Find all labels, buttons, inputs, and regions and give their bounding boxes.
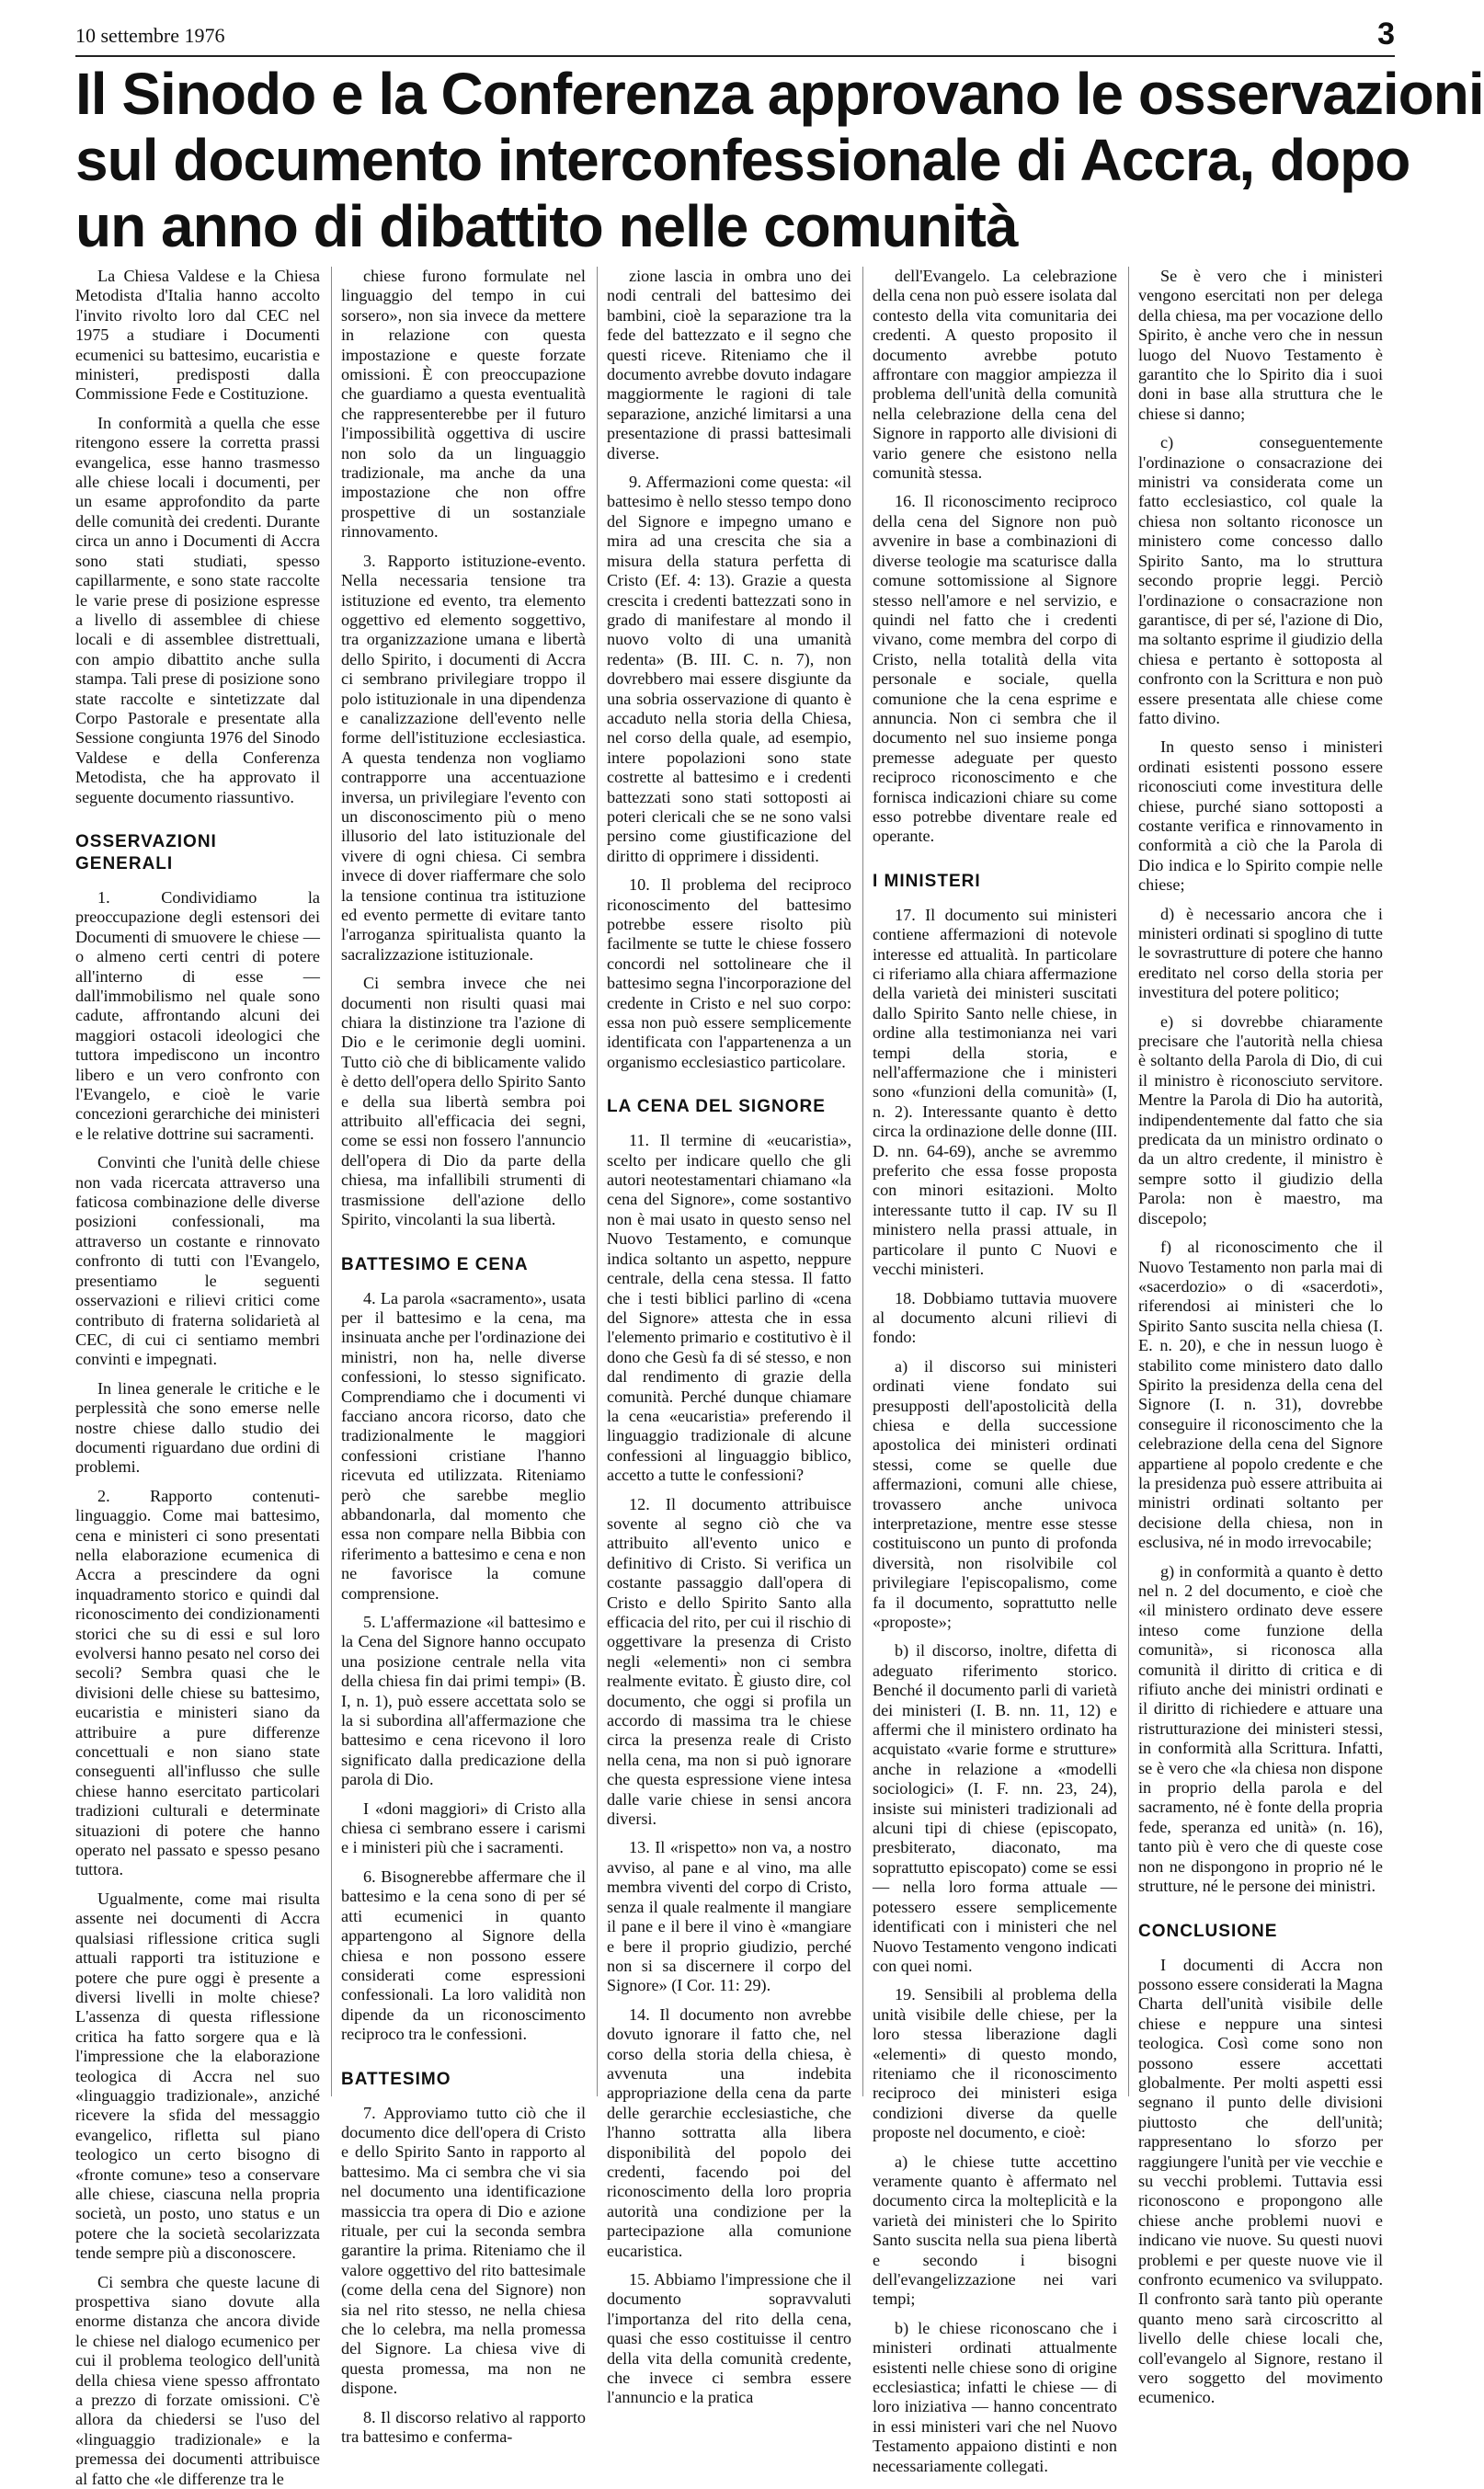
paragraph: 14. Il documento non avrebbe dovuto ignorare il fatto che, nel corso della storia della chiesa, è avvenuta una indebita appropriazione della cena da parte delle gerarchie ecclesiastiche, che l'hanno sottratta alla libera disponibilità del popolo dei credenti, facendo poi del riconoscimento della loro propria autorità una condizione per la partecipazione alla comunione eucaristica. bbox=[607, 2004, 851, 2260]
paragraph: 11. Il termine di «eucaristia», scelto per indicare quello che gli autori neotestamentari chiamano «la cena del Signore», come sostantivo non è mai usato in questo senso nel Nuovo Testamento, e comunque indica soltanto un aspetto, neppure centrale, della cena stessa. Il fatto che i testi biblici parlino di «cena del Signore» attesta che in essa l'elemento primario e costitutivo è il dono che Gesù fa di sé stesso, e non dal rendimento di grazie della comunità. Perché dunque chiamare la cena «eucaristia» preferendo il linguaggio tradizionale di alcune confessioni al linguaggio biblico, accetto a tutte le confessioni? bbox=[607, 1131, 851, 1485]
paragraph: f) al riconoscimento che il Nuovo Testamento non parla mai di «sacerdozio» o di «sacerdoti», riferendosi ai ministeri che lo Spirito Santo suscita nella chiesa (I. E. n. 20), e che in nessun luogo è stabilito come ministero dato dallo Spirito la presidenza della cena del Signore (I. n. 31), dovrebbe conseguire il riconoscimento che la celebrazione della cena del Signore appartiene al popolo credente e che la presidenza può essere attribuita ai ministri ordinati soltanto per decisione della chiesa, non in esclusiva, né in modo irrevocabile; bbox=[1138, 1238, 1383, 1552]
column-1 bbox=[75, 267, 320, 2488]
paragraph: 3. Rapporto istituzione-evento. Nella necessaria tensione tra istituzione ed evento, tra elemento oggettivo ed elemento soggettivo, tra organizzazione umana e libertà dello Spirito, i documenti di Accra ci sembrano privilegiare troppo il polo istituzionale in una dipendenza e canalizzazione dell'evento nelle forme dell'istituzione ecclesiastica. A questa tendenza non vogliamo contrapporre una accentuazione inversa, un privilegiare l'evento con un disconoscimento più o meno illusorio del lato istituzionale del vivere di ogni chiesa. Ci sembra invece di dover riaffermare che solo la tensione continua tra istituzione ed evento permette di evitare tanto l'arroganza spiritualista quanto la sacralizzazione istituzionale. bbox=[341, 551, 586, 964]
page-number: 3 bbox=[1377, 17, 1395, 51]
paragraph: zione lascia in ombra uno dei nodi centrali del battesimo dei bambini, cioè la separazione tra la fede del battezzato e il segno che questi riceve. Riteniamo che il documento avrebbe dovuto indagare maggiormente le ragioni di tale separazione, anziché limitarsi a una presentazione di prassi battesimali diverse. bbox=[607, 267, 851, 462]
paragraph: 15. Abbiamo l'impressione che il documento sopravvaluti l'importanza del rito della cena, quasi che esso costituisse il centro della vita della comunità credente, che invece ci sembra essere l'annuncio e la pratica bbox=[607, 2270, 851, 2407]
paragraph: Se è vero che i ministeri vengono esercitati non per delega della chiesa, ma per vocazione dello Spirito, è anche vero che in nessun luogo del Nuovo Testamento è garantito che lo Spirito dia i suoi doni in base alla struttura che le chiese si danno; bbox=[1138, 267, 1383, 423]
page-header bbox=[75, 18, 1395, 57]
column-2 bbox=[341, 267, 586, 2447]
paragraph: b) le chiese riconoscano che i ministeri ordinati attualmente esistenti nelle chiese sono di origine ecclesiastica; infatti le chiese — di loro iniziativa — hanno concentrato in essi ministeri vari che nel Nuovo Testamento appaiono distinti e non necessariamente collegati. bbox=[873, 2318, 1117, 2475]
paragraph: In questo senso i ministeri ordinati esistenti possono essere riconosciuti come investitura delle chiese, purché siano sottoposti a costante verifica e rinnovamento in conformità a ciò che la Parola di Dio indica e lo Spirito compie nelle chiese; bbox=[1138, 737, 1383, 895]
section-heading: CONCLUSIONE bbox=[1138, 1921, 1278, 1941]
paragraph: 19. Sensibili al problema della unità visibile delle chiese, per la loro stessa liberazione dagli «elementi» di questo mondo, riteniamo che il riconoscimento reciproco dei ministeri esiga condizioni diverse da quelle proposte nel documento, e cioè: bbox=[873, 1985, 1117, 2142]
paragraph: dell'Evangelo. La celebrazione della cena non può essere isolata dal contesto della vita comunitaria dei credenti. A questo proposito il documento avrebbe potuto affrontare con maggior ampiezza il problema dell'unità della comunità nella celebrazione della cena del Signore in rapporto alle divisioni di vario genere che esistono nella comunità stessa. bbox=[873, 267, 1117, 483]
paragraph: 1. Condividiamo la preoccupazione degli estensori dei Documenti di smuovere le chiese — o almeno certi centri di potere all'interno di esse — dall'immobilismo nel quale sono cadute, affrontando alcuni dei maggiori ostacoli ideologici che tuttora impediscono un incontro libero e un vero confronto con l'Evangelo, e cioè le varie concezioni gerarchiche dei ministeri e le relative dottrine sui sacramenti. bbox=[75, 887, 320, 1143]
paragraph: g) in conformità a quanto è detto nel n. 2 del documento, e cioè che «il ministero ordinato deve essere inteso come funzione della comunità», si riconosca alla comunità il diritto di critica e di rifiuto anche dei ministri ordinati e il diritto di richiedere e attuare una ristrutturazione dei ministeri stessi, in conformità alla Scrittura. Infatti, se è vero che «la chiesa non dispone in proprio della parola e del sacramento, né è fonte della propria fede, speranza ed unità» (n. 16), tanto più è vero che di queste cose non ne dispongono in proprio né le strutture, né le persone dei ministri. bbox=[1138, 1561, 1383, 1896]
paragraph: I documenti di Accra non possono essere considerati la Magna Charta dell'unità visibile delle chiese e neppure una sintesi teologica. Così come sono non possono essere accettati globalmente. Per molti aspetti essi segnano il punto delle divisioni piuttosto che dell'unità; rappresentano lo sforzo per raggiungere l'unità per vie vecchie e su vecchi problemi. Tuttavia essi riconoscono e propongono alle chiese anche problemi nuovi e indicano vie nuove. Su questi nuovi problemi e per queste nuove vie il confronto ecumenico va sviluppato. Il confronto sarà tanto più operante quanto meno sarà circoscritto al livello delle chiese locali che, coll'evangelo al Signore, restano il vero soggetto del movimento ecumenico. bbox=[1138, 1955, 1383, 2407]
paragraph: 16. Il riconoscimento reciproco della cena del Signore non può avvenire in base a combinazioni di diverse teologie ma scaturisce dalla comune sottomissione al Signore stesso nell'amore e nel servizio, e quindi nel fatto che i credenti vivano, come membra del corpo di Cristo, nella totalità della vita personale e sociale, quella comunione che la cena esprime e annuncia. Non ci sembra che il documento nel suo insieme ponga premesse adeguate per questo reciproco riconoscimento e che fornisca indicazioni chiare su come esso potrebbe diventare reale ed operante. bbox=[873, 492, 1117, 846]
column-5 bbox=[1138, 267, 1383, 2407]
paragraph: c) conseguentemente l'ordinazione o consacrazione dei ministri va considerata come un fatto ecclesiastico, col quale la chiesa non soltanto riconosce un ministero come concesso dallo Spirito Santo, ma lo struttura secondo proprie leggi. Perciò l'ordinazione o consacrazione non garantisce, di per sé, l'azione di Dio, ma soltanto esprime il giudizio della chiesa e pertanto è sottoposta al confronto con la Scrittura e non può essere presentata alle chiese come fatto divino. bbox=[1138, 433, 1383, 727]
section-heading: I MINISTERI bbox=[873, 871, 981, 891]
paragraph: 17. Il documento sui ministeri contiene affermazioni di notevole interesse ed attualità. In particolare ci riferiamo alla chiara affermazione della varietà dei ministeri suscitati dallo Spirito Santo nelle chiese, in ordine alla testimonianza nei vari tempi della storia, e nell'affermazione che i ministeri sono «funzioni della comunità» (I, n. 2). Interessante quanto è detto circa la ordinazione delle donne (III. D. nn. 64-69), anche se avremmo preferito che essa fosse proposta con minori esitazioni. Molto interessante tutto il cap. IV su Il ministero nella prassi attuale, in particolare il punto C Nuovi e vecchi ministeri. bbox=[873, 905, 1117, 1279]
paragraph: Ci sembra che queste lacune di prospettiva siano dovute alla enorme distanza che ancora divide le chiese nel dialogo ecumenico per cui il problema teologico dell'unità della chiesa viene spesso affrontato a prezzo di forzate omissioni. C'è allora da chiedersi se l'uso del «linguaggio tradizionale» e la premessa dei documenti attribuisce al fatto che «le differenze tra le bbox=[75, 2272, 320, 2488]
paragraph: 2. Rapporto contenuti-linguaggio. Come mai battesimo, cena e ministeri ci sono presentati nella elaborazione ecumenica di Accra a prescindere da ogni inquadramento storico e quindi dal riconoscimento dei condizionamenti storici che su di essi e sul loro evolversi hanno pesato nel corso dei secoli? Sembra quasi che le divisioni delle chiese su battesimo, eucaristia e ministeri siano da attribuire a pure differenze concettuali e non siano state conseguenti all'influsso che sulle chiese hanno esercitato particolari tradizioni culturali e determinate situazioni di potere che hanno operato nel passato e spesso pesano tuttora. bbox=[75, 1486, 320, 1879]
paragraph: In conformità a quella che esse ritengono essere la corretta prassi evangelica, esse hanno trasmesso alle chiese locali i documenti, per un esame approfondito da parte delle comunità dei credenti. Durante circa un anno i Documenti di Accra sono stati studiati, spesso capillarmente, e sono state raccolte le varie prese di posizione espresse a livello di assemblee di chiese locali e di assemblee distrettuali, con ampio dibattito anche sulla stampa. Tali prese di posizione sono state raccolte e sintetizzate dal Corpo Pastorale e presentate alla Sessione congiunta 1976 del Sinodo Valdese e della Conferenza Metodista, che ha approvato il seguente documento riassuntivo. bbox=[75, 413, 320, 806]
paragraph: 10. Il problema del reciproco riconoscimento del battesimo potrebbe essere risolto più facilmente se tutte le chiese fossero concordi nel sottolineare che il battesimo segna l'incorporazione del credente in Cristo e nel suo corpo: essa non può essere semplicemente identificata con l'appartenenza a un organismo ecclesiastico particolare. bbox=[607, 875, 851, 1071]
paragraph: a) il discorso sui ministeri ordinati viene fondato sui presupposti dell'apostolicità della chiesa e della successione apostolica dei ministeri ordinati stessi, come se quelle due affermazioni, comuni alle chiese, trovassero anche univoca interpretazione, mentre esse stesse costituiscono un punto di profonda diversità, non risolvibile col privilegiare l'episcopalismo, come fa il documento, soprattutto nelle «proposte»; bbox=[873, 1356, 1117, 1631]
article-headline bbox=[75, 61, 1484, 259]
paragraph: b) il discorso, inoltre, difetta di adeguato riferimento storico. Benché il documento parli di varietà dei ministeri (I. B. nn. 11, 12) e affermi che il ministero ordinato ha acquistato «varie forme e strutture» anche in relazione a «modelli sociologici» (I. F. nn. 23, 24), insiste sui ministeri tradizionali ad alcuni tipi di chiese (episcopato, presbiterato, diaconato, ma soprattutto episcopato) come se essi — nella loro forma attuale — potessero essere semplicemente identificati con i ministeri che nel Nuovo Testamento vengono indicati con quei nomi. bbox=[873, 1641, 1117, 1975]
headline-line-2: sul documento interconfessionale di Accra, dopo bbox=[75, 127, 1410, 193]
paragraph: 9. Affermazioni come questa: «il battesimo è nello stesso tempo dono del Signore e impegno umano e mira ad una crescita che sia a misura della statura perfetta di Cristo (Ef. 4: 13). Grazie a questa crescita i credenti battezzati sono in grado di manifestare al mondo il nuovo volto di una umanità redenta» (B. III. C. n. 7), non dovrebbero mai essere disgiunte da una sobria osservazione di quanto è accaduto nella storia della Chiesa, nel corso della quale, ad esempio, intere popolazioni sono state costrette al battesimo e i credenti battezzati sono stati sottoposti ai poteri clericali che se ne sono valsi persino come giustificazione del diritto di opprimere i dissidenti. bbox=[607, 473, 851, 865]
paragraph: e) si dovrebbe chiaramente precisare che l'autorità nella chiesa è soltanto della Parola di Dio, di cui il ministro è riconosciuto servitore. Mentre la Parola di Dio ha autorità, indipendentemente dal fatto che sia predicata da un ministro ordinato o da un altro credente, il ministro è sempre sotto il giudizio della Parola: non è maestro, ma discepolo; bbox=[1138, 1011, 1383, 1227]
paragraph: I «doni maggiori» di Cristo alla chiesa ci sembrano essere i carismi e i ministeri più che i sacramenti. bbox=[341, 1798, 586, 1857]
paragraph: a) le chiese tutte accettino veramente quanto è affermato nel documento circa la molteplicità e la varietà dei ministeri che lo Spirito Santo suscita nella sua piena libertà e secondo i bisogni dell'evangelizzazione nei vari tempi; bbox=[873, 2152, 1117, 2309]
section-heading: BATTESIMO E CENA bbox=[341, 1254, 529, 1274]
column-3 bbox=[607, 267, 851, 2407]
paragraph: Convinti che l'unità delle chiese non vada ricercata attraverso una faticosa combinazione delle diverse posizioni confessionali, ma attraverso un costante e rinnovato confronto di tutti con l'Evangelo, presentiamo le seguenti osservazioni e rilievi critici come contributo di fraterna solidarietà al CEC, di cui ci sentiamo membri convinti e impegnati. bbox=[75, 1153, 320, 1369]
section-heading: BATTESIMO bbox=[341, 2069, 451, 2089]
paragraph: 8. Il discorso relativo al rapporto tra battesimo e conferma- bbox=[341, 2407, 586, 2447]
paragraph: 7. Approviamo tutto ciò che il documento dice dell'opera di Cristo e dello Spirito Santo in rapporto al battesimo. Ma ci sembra che vi sia nel documento una identificazione massiccia tra opera di Dio e azione rituale, per cui la seconda sembra garantire la prima. Riteniamo che il valore oggettivo del rito battesimale (come della cena del Signore) non sia nel rito stesso, ne nella chiesa che lo celebra, ma nella promessa del Signore. La chiesa vive di questa promessa, ma non ne dispone. bbox=[341, 2103, 586, 2398]
paragraph: In linea generale le critiche e le perplessità che sono emerse nelle nostre chiese dallo studio dei documenti riguardano due ordini di problemi. bbox=[75, 1378, 320, 1477]
issue-date: 10 settembre 1976 bbox=[75, 24, 225, 47]
paragraph: 5. L'affermazione «il battesimo e la Cena del Signore hanno occupato una posizione centrale nella vita della chiesa fin dai primi tempi» (B. I, n. 1), può essere accettata solo se la si subordina all'affermazione che battesimo e cena ricevono il loro significato dalla predicazione della parola di Dio. bbox=[341, 1613, 586, 1789]
paragraph: 6. Bisognerebbe affermare che il battesimo e la cena sono di per sé atti ecumenici in quanto appartengono al Signore della chiesa e non possono essere considerati come espressioni confessionali. La loro validità non dipende da un riconoscimento reciproco tra le confessioni. bbox=[341, 1867, 586, 2044]
paragraph: 18. Dobbiamo tuttavia muovere al documento alcuni rilievi di fondo: bbox=[873, 1288, 1117, 1347]
paragraph: 4. La parola «sacramento», usata per il battesimo e la cena, ma insinuata anche per l'ordinazione dei ministri, non ha, nelle diverse confessioni, lo stesso significato. Comprendiamo che i documenti vi facciano ancora ricorso, dato che tradizionalmente le maggiori confessioni cristiane l'hanno ricevuta ed utilizzata. Riteniamo però che sarebbe meglio abbandonarla, dal momento che essa non compare nella Bibbia con riferimento a battesimo e cena e non ne favorisce la comune comprensione. bbox=[341, 1288, 586, 1603]
headline-line-3: un anno di dibattito nelle comunità bbox=[75, 193, 1018, 259]
paragraph: La Chiesa Valdese e la Chiesa Metodista d'Italia hanno accolto l'invito rivolto loro dal CEC nel 1975 a studiare i Documenti ecumenici su battesimo, eucaristia e ministeri, predisposti dalla Commissione Fede e Costituzione. bbox=[75, 267, 320, 404]
article-body bbox=[75, 267, 1399, 2488]
paragraph: Ci sembra invece che nei documenti non risulti quasi mai chiara la distinzione tra l'azione di Dio e le cerimonie degli uomini. Tutto ciò che di biblicamente valido è detto dell'opera dello Spirito Santo e della sua libertà sembra poi attribuito all'efficacia dei segni, come se essi non fossero l'annuncio dell'opera di Dio da parte della chiesa, ma infallibili strumenti di trasmissione dell'azione dello Spirito, vincolanti la sua libertà. bbox=[341, 974, 586, 1229]
paragraph: d) è necessario ancora che i ministeri ordinati si spoglino di tutte le sovrastrutture di potere che hanno ereditato nel corso della storia per investitura del potere politico; bbox=[1138, 904, 1383, 1002]
section-heading: LA CENA DEL SIGNORE bbox=[607, 1097, 826, 1117]
headline-line-1: Il Sinodo e la Conferenza approvano le osservazioni bbox=[75, 61, 1484, 127]
paragraph: Ugualmente, come mai risulta assente nei documenti di Accra qualsiasi riflessione critica sugli attuali rapporti tra istituzione e potere che pure oggi è presente a diversi livelli in molte chiese? L'assenza di questa riflessione critica ha fatto sorgere qua e là l'impressione che la elaborazione teologica di Accra nel suo «linguaggio tradizionale», anziché ricevere la sfida del messaggio evangelico, rifletta sul piano teologico un certo bisogno di «fronte comune» teso a conservare alle chiese, ciascuna nella propria società, un posto, uno status e un potere che la società secolarizzata tende sempre più a disconoscere. bbox=[75, 1889, 320, 2263]
paragraph: 13. Il «rispetto» non va, a nostro avviso, al pane e al vino, ma alle membra viventi del corpo di Cristo, senza il quale realmente il mangiare il pane e il bere il vino è «mangiare e bere il proprio giudizio, perché non si sa discernere il corpo del Signore» (I Cor. 11: 29). bbox=[607, 1838, 851, 1995]
column-4 bbox=[873, 267, 1117, 2475]
paragraph: chiese furono formulate nel linguaggio del tempo in cui sorsero», non sia invece da mettere in relazione con questa impostazione e queste forzate omissioni. È con preoccupazione che guardiamo a questa eventualità che rappresenterebbe per il futuro l'impossibilità oggettiva di uscire non solo da un linguaggio tradizionale, ma anche da una impostazione che non offre prospettive di un sostanziale rinnovamento. bbox=[341, 267, 586, 542]
section-heading: OSSERVAZIONI GENERALI bbox=[75, 831, 217, 873]
paragraph: 12. Il documento attribuisce sovente al segno ciò che va attribuito all'evento unico e definitivo di Cristo. Si verifica un costante passaggio dall'opera di Cristo e dello Spirito Santo alla efficacia del rito, per cui il rischio di oggettivare la presenza di Cristo negli «elementi» non ci sembra realmente evitato. È giusto dire, col documento, che oggi si profila un accordo di massima tra le chiese circa la presenza reale di Cristo nella cena, ma non si può ignorare che questa espressione viene intesa dalle varie chiese in sensi ancora diversi. bbox=[607, 1494, 851, 1829]
